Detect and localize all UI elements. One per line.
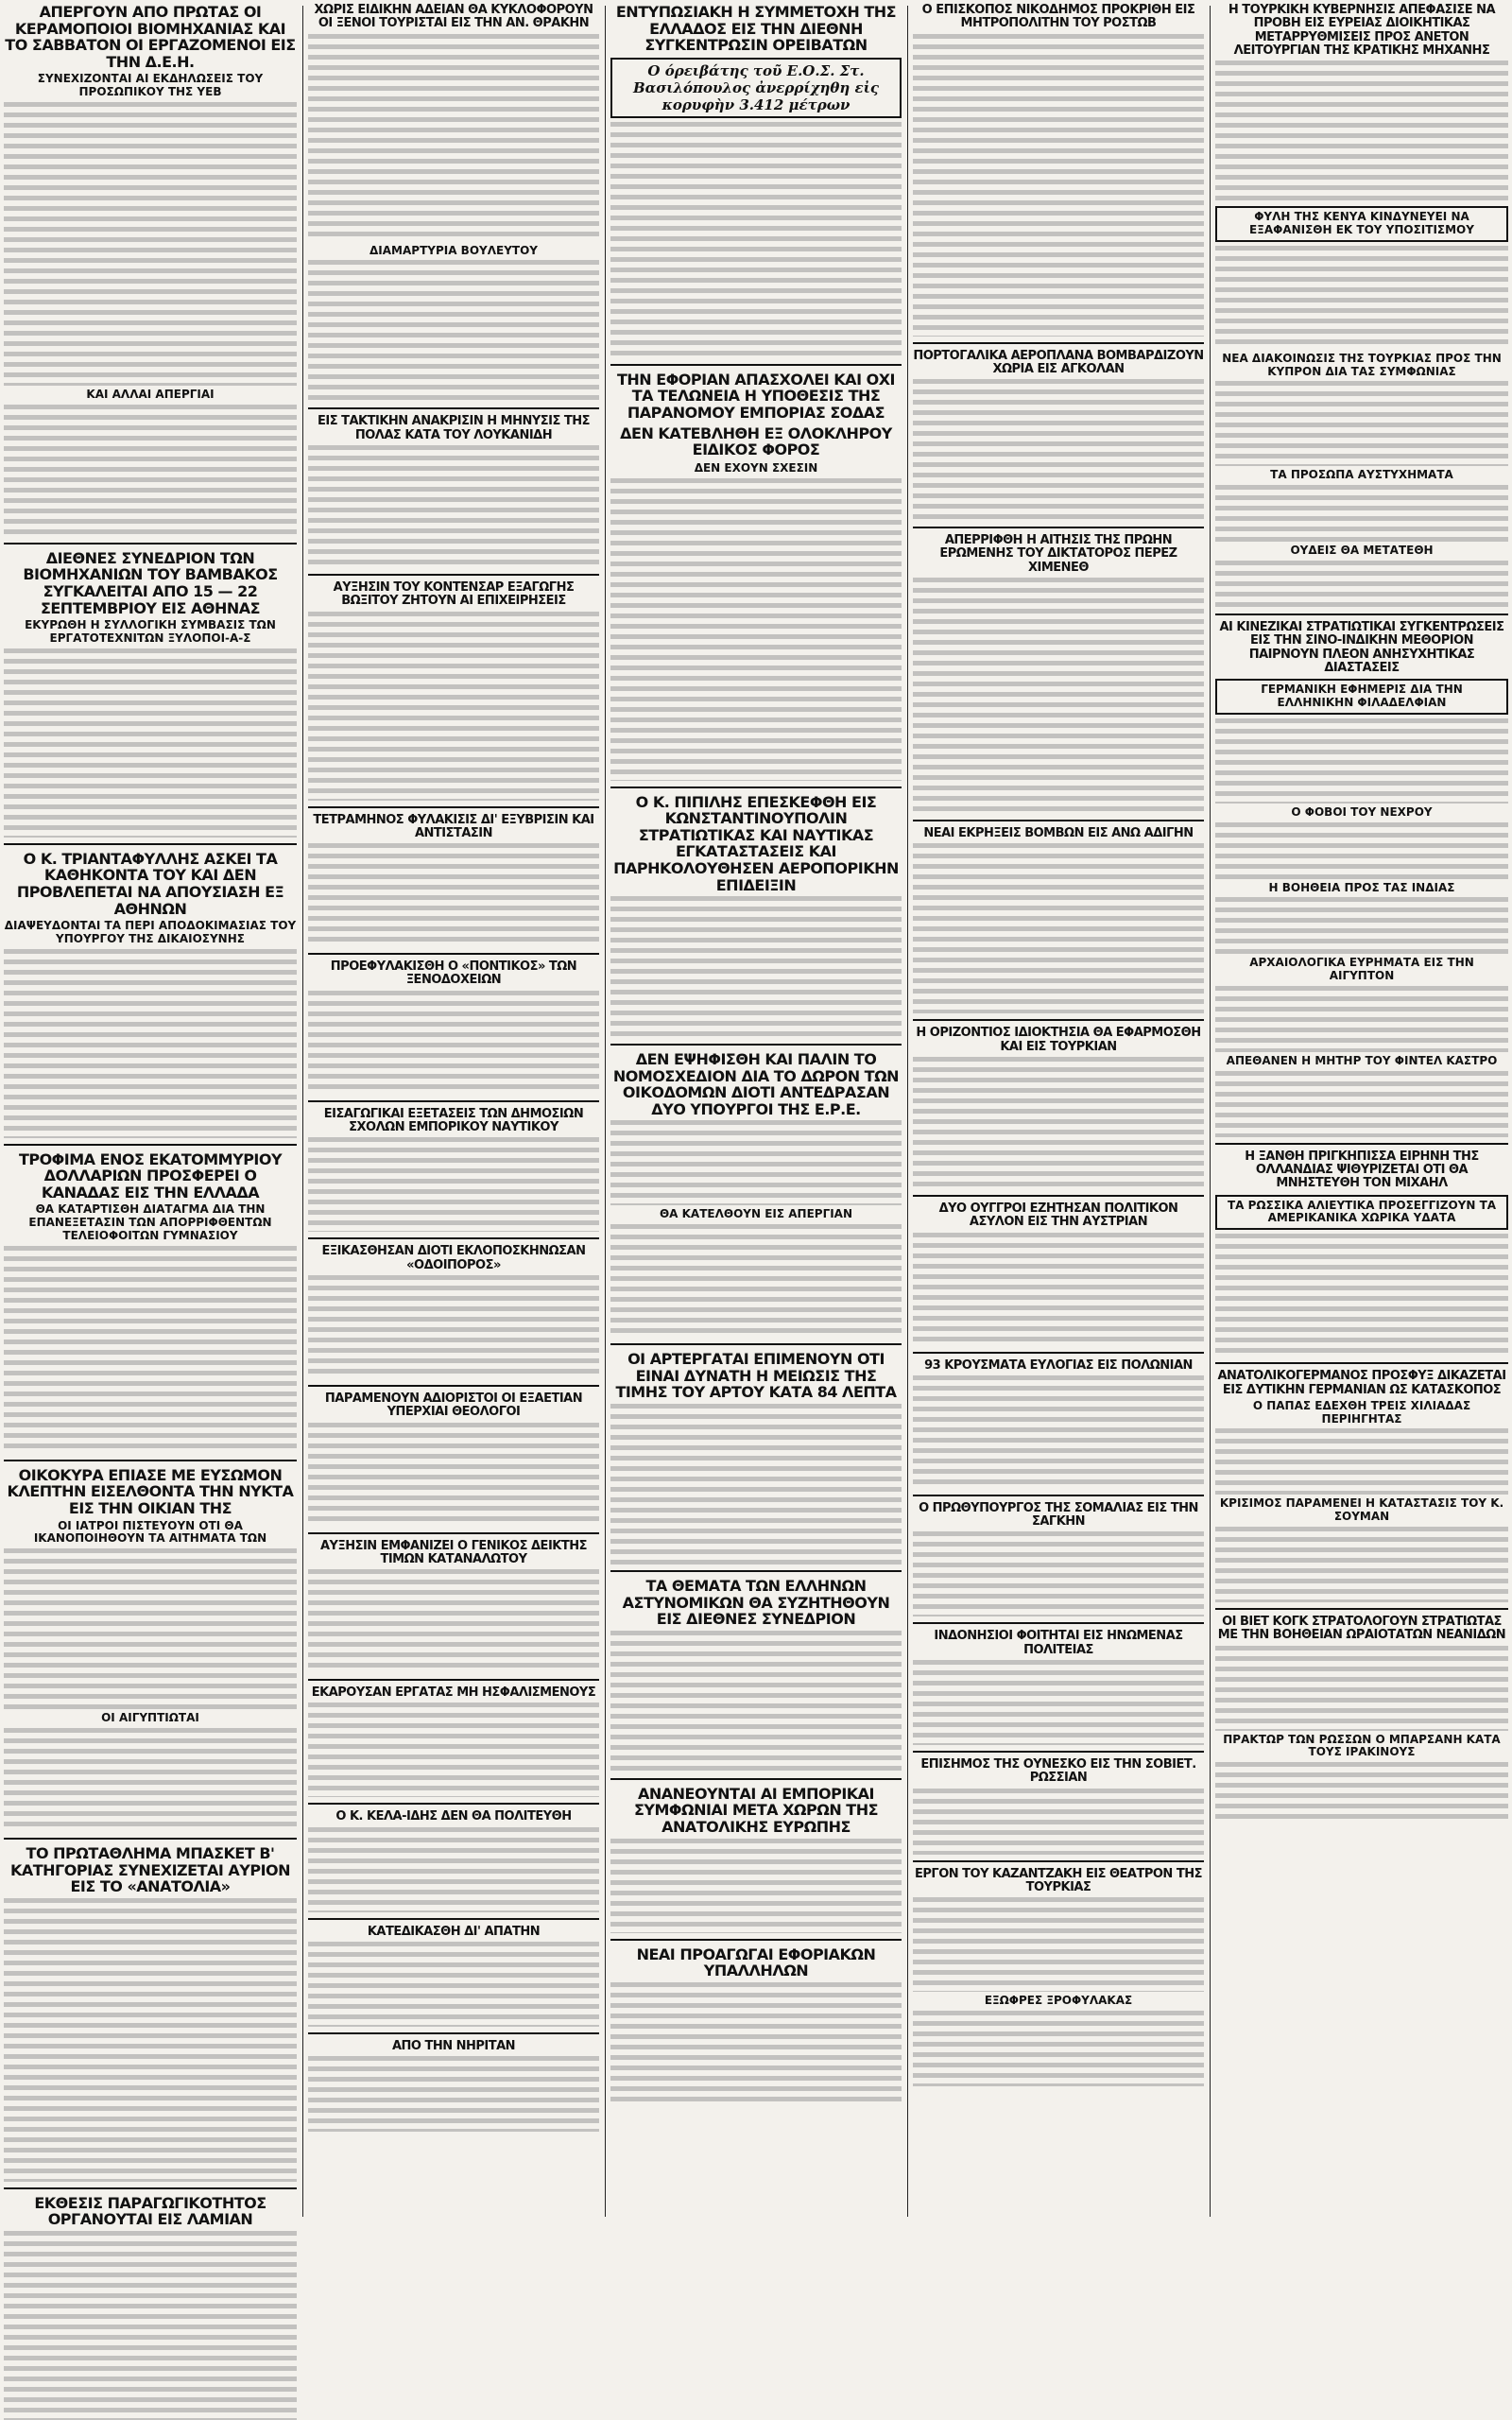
article-body: [4, 2231, 297, 2420]
separator: [610, 364, 902, 366]
article-body: [610, 1982, 902, 2105]
article-body: [1215, 1071, 1508, 1137]
article-body: [1215, 60, 1508, 202]
article-body: [913, 1233, 1204, 1346]
article-headline: ΤΑ ΘΕΜΑΤΑ ΤΩΝ ΕΛΛΗΝΩΝ ΑΣΤΥΝΟΜΙΚΩΝ ΘΑ ΣΥΖΗΤΗΘΟΥΝ ΕΙΣ ΔΙΕΘΝΕΣ ΣΥΝΕΔΡΙΟΝ: [622, 1577, 890, 1629]
article-body: [1215, 822, 1508, 879]
article-body: [610, 122, 902, 358]
article-headline: ΤΡΟΦΙΜΑ ΕΝΟΣ ΕΚΑΤΟΜΜΥΡΙΟΥ ΔΟΛΛΑΡΙΩΝ ΠΡΟΣΦΕΡΕΙ Ο ΚΑΝΑΔΑΣ ΕΙΣ ΤΗΝ ΕΛΛΑΔΑ: [18, 1150, 283, 1201]
article-headline: ΕΡΓΟΝ ΤΟΥ ΚΑΖΑΝΤΖΑΚΗ ΕΙΣ ΘΕΑΤΡΟΝ ΤΗΣ ΤΟΥΡΚΙΑΣ: [915, 1866, 1202, 1894]
article-body: [1215, 1234, 1508, 1357]
article-headline: ΓΕΡΜΑΝΙΚΗ ΕΦΗΜΕΡΙΣ ΔΙΑ ΤΗΝ ΕΛΛΗΝΙΚΗΝ ΦΙΛΑΔΕΛΦΙΑΝ: [1215, 679, 1508, 715]
article-headline: ΚΑΤΕΔΙΚΑΣΘΗ ΔΙ' ΑΠΑΤΗΝ: [367, 1924, 541, 1939]
article-body: [610, 1120, 902, 1205]
separator: [4, 2187, 297, 2189]
article-headline: ΔΕΝ ΕΨΗΦΙΣΘΗ ΚΑΙ ΠΑΛΙΝ ΤΟ ΝΟΜΟΣΧΕΔΙΟΝ ΔΙΑ ΤΟ ΔΩΡΟΝ ΤΩΝ ΟΙΚΟΔΟΜΩΝ ΔΙΟΤΙ ΑΝΤΕΔΡΑΣΑΝ ΔΥΟ ΥΠΟΥΡΓΟΙ ΤΗΣ Ε.Ρ.Ε.: [612, 1050, 900, 1118]
article-body: [308, 1137, 599, 1232]
separator: [4, 1144, 297, 1146]
article-headline: ΕΙΣ ΤΑΚΤΙΚΗΝ ΑΝΑΚΡΙΣΙΝ Η ΜΗΝΥΣΙΣ ΤΗΣ ΠΟΛΑΣ ΚΑΤΑ ΤΟΥ ΛΟΥΚΑΝΙΔΗ: [317, 414, 591, 442]
article-body: [610, 478, 902, 781]
article-headline: ΕΞΩΦΡΕΣ ΞΡΟΦΥΛΑΚΑΣ: [984, 1994, 1133, 2008]
article-body: [308, 260, 599, 402]
article-headline: 93 ΚΡΟΥΣΜΑΤΑ ΕΥΛΟΓΙΑΣ ΕΙΣ ΠΟΛΩΝΙΑΝ: [924, 1357, 1193, 1373]
article-body: [1215, 485, 1508, 542]
article-body: [913, 1375, 1204, 1489]
separator: [913, 1860, 1204, 1862]
article-headline: ΑΠΕΘΑΝΕΝ Η ΜΗΤΗΡ ΤΟΥ ΦΙΝΤΕΛ ΚΑΣΤΡΟ: [1226, 1053, 1498, 1067]
article-body: [1215, 986, 1508, 1052]
article-body: [308, 1942, 599, 2027]
article-body: [4, 1728, 297, 1832]
column-4: [913, 4, 1204, 2219]
column-divider: [302, 6, 303, 2217]
article-headline: ΑΠΕΡΡΙΦΘΗ Η ΑΙΤΗΣΙΣ ΤΗΣ ΠΡΩΗΝ ΕΡΩΜΕΝΗΣ ΤΟΥ ΔΙΚΤΑΤΟΡΟΣ ΠΕΡΕΖ ΧΙΜΕΝΕΘ: [939, 533, 1177, 575]
article-body: [1215, 1762, 1508, 1819]
article-body: [308, 991, 599, 1095]
separator: [308, 806, 599, 808]
article-subhead-box: Ο όρειβάτης τοῦ Ε.Ο.Σ. Στ. Βασιλόπουλος ἀνερρίχηθη εἰς κορυφὴν 3.412 μέτρων: [610, 58, 902, 118]
article-body: [1215, 561, 1508, 608]
article-headline: ΟΙ ΒΙΕΤ ΚΟΓΚ ΣΤΡΑΤΟΛΟΓΟΥΝ ΣΤΡΑΤΙΩΤΑΣ ΜΕ ΤΗΝ ΒΟΗΘΕΙΑΝ ΩΡΑΙΟΤΑΤΩΝ ΝΕΑΝΙΔΩΝ: [1217, 1615, 1506, 1643]
separator: [308, 1679, 599, 1681]
separator: [4, 1460, 297, 1461]
separator: [308, 1918, 599, 1920]
article-headline: Ο ΠΑΠΑΣ ΕΔΕΧΘΗ ΤΡΕΙΣ ΧΙΛΙΑΔΑΣ ΠΕΡΙΗΓΗΤΑΣ: [1252, 1398, 1471, 1426]
separator: [610, 1343, 902, 1345]
article-body: [308, 2056, 599, 2132]
article-body: [308, 1569, 599, 1673]
article-body: [308, 445, 599, 568]
article-body: [308, 612, 599, 801]
article-headline: Ο ΠΡΩΘΥΠΟΥΡΓΟΣ ΤΗΣ ΣΟΜΑΛΙΑΣ ΕΙΣ ΤΗΝ ΣΑΓΚΗΝ: [919, 1500, 1198, 1530]
article-headline: Η ΟΡΙΖΟΝΤΙΟΣ ΙΔΙΟΚΤΗΣΙΑ ΘΑ ΕΦΑΡΜΟΣΘΗ ΚΑΙ ΕΙΣ ΤΟΥΡΚΙΑΝ: [916, 1026, 1201, 1054]
article-body: [308, 1423, 599, 1527]
separator: [308, 1803, 599, 1805]
separator: [610, 1939, 902, 1941]
column-divider: [1210, 6, 1211, 2217]
article-body: [1215, 1428, 1508, 1495]
column-divider: [907, 6, 908, 2217]
article-body: [1215, 381, 1508, 466]
article-headline: ΚΑΙ ΑΛΛΑΙ ΑΠΕΡΓΙΑΙ: [86, 387, 215, 401]
article-headline: ΔΙΑΜΑΡΤΥΡΙΑ ΒΟΥΛΕΥΤΟΥ: [369, 243, 538, 257]
separator: [308, 574, 599, 576]
article-headline: ΑΝΑΝΕΟΥΝΤΑΙ ΑΙ ΕΜΠΟΡΙΚΑΙ ΣΥΜΦΩΝΙΑΙ ΜΕΤΑ ΧΩΡΩΝ ΤΗΣ ΑΝΑΤΟΛΙΚΗΣ ΕΥΡΩΠΗΣ: [633, 1784, 879, 1837]
article-body: [308, 1703, 599, 1797]
separator: [913, 1019, 1204, 1021]
article-headline: ΕΠΙΣΗΜΟΣ ΤΗΣ ΟΥΝΕΣΚΟ ΕΙΣ ΤΗΝ ΣΟΒΙΕΤ. ΡΩΣΣΙΑΝ: [920, 1757, 1196, 1786]
separator: [913, 1195, 1204, 1197]
separator: [913, 1352, 1204, 1354]
separator: [610, 1570, 902, 1572]
article-headline: ΤΗΝ ΕΦΟΡΙΑΝ ΑΠΑΣΧΟΛΕΙ ΚΑΙ ΟΧΙ ΤΑ ΤΕΛΩΝΕΙΑ Η ΥΠΟΘΕΣΙΣ ΤΗΣ ΠΑΡΑΝΟΜΟΥ ΕΜΠΟΡΙΑΣ ΣΟΔΑΣ: [617, 370, 895, 422]
separator: [913, 1622, 1204, 1624]
article-body: [4, 648, 297, 838]
article-body: [1215, 1646, 1508, 1731]
article-headline: ΑΠΕΡΓΟΥΝ ΑΠΟ ΠΡΩΤΑΣ ΟΙ ΚΕΡΑΜΟΠΟΙΟΙ ΒΙΟΜΗΧΑΝΙΑΣ ΚΑΙ ΤΟ ΣΑΒΒΑΤΟΝ ΟΙ ΕΡΓΑΖΟΜΕΝΟΙ ΕΙΣ ΤΗΝ Δ.Ε.Η.: [5, 3, 296, 71]
article-body: [1215, 246, 1508, 350]
article-headline: ΝΕΑΙ ΠΡΟΑΓΩΓΑΙ ΕΦΟΡΙΑΚΩΝ ΥΠΑΛΛΗΛΩΝ: [636, 1945, 876, 1980]
article-headline: ΟΙ ΑΙΓΥΠΤΙΩΤΑΙ: [101, 1711, 199, 1725]
article-body: [913, 34, 1204, 337]
column-2: [308, 4, 599, 2219]
article-body: [308, 843, 599, 947]
article-headline: ΝΕΑΙ ΕΚΡΗΞΕΙΣ ΒΟΜΒΩΝ ΕΙΣ ΑΝΩ ΑΔΙΓΗΝ: [923, 826, 1194, 841]
article-body: [1215, 897, 1508, 954]
article-body: [913, 1660, 1204, 1745]
article-headline: Η ΤΟΥΡΚΙΚΗ ΚΥΒΕΡΝΗΣΙΣ ΑΠΕΦΑΣΙΣΕ ΝΑ ΠΡΟΒΗ ΕΙΣ ΕΥΡΕΙΑΣ ΔΙΟΙΚΗΤΙΚΑΣ ΜΕΤΑΡΡΥΘΜΙΣΕΙΣ ΠΡΟΣ ΑΝΕΤΟΝ ΛΕΙΤΟΥΡΓΙΑΝ ΤΗΣ ΚΡΑΤΙΚΗΣ ΜΗΧΑΝΗΣ: [1228, 3, 1496, 58]
article-body: [913, 1897, 1204, 1992]
separator: [913, 527, 1204, 528]
separator: [308, 953, 599, 955]
article-body: [913, 843, 1204, 1013]
article-headline: Ο Κ. ΠΙΠΙΛΗΣ ΕΠΕΣΚΕΦΘΗ ΕΙΣ ΚΩΝΣΤΑΝΤΙΝΟΥΠΟΛΙΝ ΣΤΡΑΤΙΩΤΙΚΑΣ ΚΑΙ ΝΑΥΤΙΚΑΣ ΕΓΚΑΤΑΣΤΑΣΕΙΣ ΚΑΙ ΠΑΡΗΚΟΛΟΥΘΗΣΕΝ ΑΕΡΟΠΟΡΙΚΗΝ ΕΠΙΔΕΙΞΙΝ: [613, 792, 899, 894]
article-headline: ΟΥΔΕΙΣ ΘΑ ΜΕΤΑΤΕΘΗ: [1290, 544, 1434, 558]
article-headline: ΕΚΘΕΣΙΣ ΠΑΡΑΓΩΓΙΚΟΤΗΤΟΣ ΟΡΓΑΝΟΥΤΑΙ ΕΙΣ ΛΑΜΙΑΝ: [34, 2193, 266, 2229]
article-headline: ΠΑΡΑΜΕΝΟΥΝ ΑΔΙΟΡΙΣΤΟΙ ΟΙ ΕΞΑΕΤΙΑΝ ΥΠΕΡΧΙΑΙ ΘΕΟΛΟΓΟΙ: [324, 1391, 583, 1420]
article-body: [913, 2011, 1204, 2086]
separator: [1215, 1143, 1508, 1145]
column-1: [4, 3, 297, 2229]
separator: [610, 1778, 902, 1780]
article-headline: ΑΡΧΑΙΟΛΟΓΙΚΑ ΕΥΡΗΜΑΤΑ ΕΙΣ ΤΗΝ ΑΙΓΥΠΤΟΝ: [1249, 956, 1474, 983]
article-headline: ΤΑ ΠΡΟΣΩΠΑ ΑΥΣΤΥΧΗΜΑΤΑ: [1270, 468, 1453, 482]
article-body: [913, 1531, 1204, 1616]
separator: [913, 342, 1204, 344]
article-headline: ΚΡΙΣΙΜΟΣ ΠΑΡΑΜΕΝΕΙ Η ΚΑΤΑΣΤΑΣΙΣ ΤΟΥ Κ. ΣΟΥΜΑΝ: [1219, 1496, 1504, 1524]
separator: [308, 1100, 599, 1102]
separator: [308, 1532, 599, 1534]
article-body: [610, 1404, 902, 1564]
article-headline: ΝΕΑ ΔΙΑΚΟΙΝΩΣΙΣ ΤΗΣ ΤΟΥΡΚΙΑΣ ΠΡΟΣ ΤΗΝ ΚΥΠΡΟΝ ΔΙΑ ΤΑΣ ΣΥΜΦΩΝΙΑΣ: [1222, 351, 1502, 378]
article-body: [913, 578, 1204, 814]
article-body: [308, 34, 599, 242]
article-body: [4, 102, 297, 386]
article-subhead: ΕΚΥΡΩΘΗ Η ΣΥΛΛΟΓΙΚΗ ΣΥΜΒΑΣΙΣ ΤΩΝ ΕΡΓΑΤΟΤΕΧΝΙΤΩΝ ΞΥΛΟΠΟΙ-Α-Σ: [25, 618, 276, 645]
article-subhead: ΔΙΑΨΕΥΔΟΝΤΑΙ ΤΑ ΠΕΡΙ ΑΠΟΔΟΚΙΜΑΣΙΑΣ ΤΟΥ ΥΠΟΥΡΓΟΥ ΤΗΣ ΔΙΚΑΙΟΣΥΝΗΣ: [4, 919, 297, 945]
separator: [1215, 614, 1508, 615]
article-headline: ΟΙ ΑΡΤΕΡΓΑΤΑΙ ΕΠΙΜΕΝΟΥΝ ΟΤΙ ΕΙΝΑΙ ΔΥΝΑΤΗ Η ΜΕΙΩΣΙΣ ΤΗΣ ΤΙΜΗΣ ΤΟΥ ΑΡΤΟΥ ΚΑΤΑ 84 ΛΕΠΤΑ: [615, 1350, 897, 1402]
separator: [308, 2032, 599, 2034]
article-headline: ΕΝΤΥΠΩΣΙΑΚΗ Η ΣΥΜΜΕΤΟΧΗ ΤΗΣ ΕΛΛΑΔΟΣ ΕΙΣ ΤΗΝ ΔΙΕΘΝΗ ΣΥΓΚΕΝΤΡΩΣΙΝ ΟΡΕΙΒΑΤΩΝ: [615, 3, 897, 55]
article-body: [4, 1548, 297, 1709]
article-headline: ΔΕΝ ΕΧΟΥΝ ΣΧΕΣΙΝ: [694, 460, 818, 475]
article-body: [4, 405, 297, 537]
article-headline: ΙΝΔΟΝΗΣΙΟΙ ΦΟΙΤΗΤΑΙ ΕΙΣ ΗΝΩΜΕΝΑΣ ΠΟΛΙΤΕΙΑΣ: [934, 1629, 1183, 1657]
article-body: [4, 1246, 297, 1454]
article-headline: ΔΙΕΘΝΕΣ ΣΥΝΕΔΡΙΟΝ ΤΩΝ ΒΙΟΜΗΧΑΝΙΩΝ ΤΟΥ ΒΑΜΒΑΚΟΣ ΣΥΓΚΑΛΕΙΤΑΙ ΑΠΟ 15 — 22 ΣΕΠΤΕΜΒΡΙΟΥ ΕΙΣ ΑΘΗΝΑΣ: [23, 548, 278, 617]
article-headline: Ο Κ. ΚΕΛΑ-ΙΔΗΣ ΔΕΝ ΘΑ ΠΟΛΙΤΕΥΘΗ: [335, 1809, 572, 1824]
separator: [913, 820, 1204, 821]
article-headline: ΔΥΟ ΟΥΓΓΡΟΙ ΕΖΗΤΗΣΑΝ ΠΟΛΙΤΙΚΟΝ ΑΣΥΛΟΝ ΕΙΣ ΤΗΝ ΑΥΣΤΡΙΑΝ: [938, 1201, 1178, 1230]
article-headline: ΑΥΞΗΣΙΝ ΤΟΥ ΚΟΝΤΕΝΣΑΡ ΕΞΑΓΩΓΗΣ ΒΩΞΙΤΟΥ ΖΗΤΟΥΝ ΑΙ ΕΠΙΧΕΙΡΗΣΕΙΣ: [333, 579, 575, 609]
article-headline: Η ΞΑΝΘΗ ΠΡΙΓΚΗΠΙΣΣΑ ΕΙΡΗΝΗ ΤΗΣ ΟΛΛΑΝΔΙΑΣ ΨΙΘΥΡΙΖΕΤΑΙ ΟΤΙ ΘΑ ΜΝΗΣΤΕΥΘΗ ΤΟΝ ΜΙΧΑΗΛ: [1245, 1149, 1479, 1191]
separator: [1215, 1362, 1508, 1364]
article-headline: ΤΑ ΡΩΣΣΙΚΑ ΑΛΙΕΥΤΙΚΑ ΠΡΟΣΕΓΓΙΖΟΥΝ ΤΑ ΑΜΕΡΙΚΑΝΙΚΑ ΧΩΡΙΚΑ ΥΔΑΤΑ: [1215, 1195, 1508, 1231]
article-headline: Ο ΦΟΒΟΙ ΤΟΥ ΝΕΧΡΟΥ: [1291, 804, 1433, 819]
article-body: [1215, 718, 1508, 804]
article-body: [610, 896, 902, 1038]
article-headline: ΤΟ ΠΡΩΤΑΘΛΗΜΑ ΜΠΑΣΚΕΤ Β' ΚΑΤΗΓΟΡΙΑΣ ΣΥΝΕΧΙΖΕΤΑΙ ΑΥΡΙΟΝ ΕΙΣ ΤΟ «ΑΝΑΤΟΛΙΑ»: [9, 1844, 291, 1896]
article-headline: Ο Κ. ΤΡΙΑΝΤΑΦΥΛΛΗΣ ΑΣΚΕΙ ΤΑ ΚΑΘΗΚΟΝΤΑ ΤΟΥ ΚΑΙ ΔΕΝ ΠΡΟΒΛΕΠΕΤΑΙ ΝΑ ΑΠΟΥΣΙΑΣΗ ΕΞ ΑΘΗΝΩΝ: [16, 849, 284, 918]
article-headline: ΦΥΛΗ ΤΗΣ ΚΕΝΥΑ ΚΙΝΔΥΝΕΥΕΙ ΝΑ ΕΞΑΦΑΝΙΣΘΗ ΕΚ ΤΟΥ ΥΠΟΣΙΤΙΣΜΟΥ: [1215, 206, 1508, 242]
separator: [4, 543, 297, 544]
article-headline: ΕΙΣΑΓΩΓΙΚΑΙ ΕΞΕΤΑΣΕΙΣ ΤΩΝ ΔΗΜΟΣΙΩΝ ΣΧΟΛΩΝ ΕΜΠΟΡΙΚΟΥ ΝΑΥΤΙΚΟΥ: [323, 1106, 584, 1135]
article-headline: ΕΞΙΚΑΣΘΗΣΑΝ ΔΙΟΤΙ ΕΚΛΟΠΟΣΚΗΝΩΣΑΝ «ΟΔΟΙΠΟΡΟΣ»: [321, 1244, 586, 1272]
article-headline: ΑΙ ΚΙΝΕΖΙΚΑΙ ΣΤΡΑΤΙΩΤΙΚΑΙ ΣΥΓΚΕΝΤΡΩΣΕΙΣ ΕΙΣ ΤΗΝ ΣΙΝΟ-ΙΝΔΙΚΗΝ ΜΕΘΟΡΙΟΝ ΠΑΙΡΝΟΥΝ ΠΛΕΟΝ ΑΝΗΣΥΧΗΤΙΚΑΣ ΔΙΑΣΤΑΣΕΙΣ: [1219, 619, 1504, 675]
article-body: [308, 1275, 599, 1379]
article-body: [610, 1224, 902, 1338]
article-headline: ΤΕΤΡΑΜΗΝΟΣ ΦΥΛΑΚΙΣΙΣ ΔΙ' ΕΞΥΒΡΙΣΙΝ ΚΑΙ ΑΝΤΙΣΤΑΣΙΝ: [313, 812, 594, 840]
article-headline: ΕΚΑΡΟΥΣΑΝ ΕΡΓΑΤΑΣ ΜΗ ΗΣΦΑΛΙΣΜΕΝΟΥΣ: [311, 1685, 596, 1701]
column-divider: [605, 6, 606, 2217]
article-subhead: ΟΙ ΙΑΤΡΟΙ ΠΙΣΤΕΥΟΥΝ ΟΤΙ ΘΑ ΙΚΑΝΟΠΟΙΗΘΟΥΝ ΤΑ ΑΙΤΗΜΑΤΑ ΤΩΝ: [33, 1518, 267, 1546]
separator: [4, 843, 297, 845]
article-headline: ΑΝΑΤΟΛΙΚΟΓΕΡΜΑΝΟΣ ΠΡΟΣΦΥΞ ΔΙΚΑΖΕΤΑΙ ΕΙΣ ΔΥΤΙΚΗΝ ΓΕΡΜΑΝΙΑΝ ΩΣ ΚΑΤΑΣΚΟΠΟΣ: [1217, 1369, 1506, 1397]
article-body: [4, 949, 297, 1138]
article-body: [913, 379, 1204, 521]
article-body: [1215, 1527, 1508, 1602]
article-subhead: ΘΑ ΚΑΤΑΡΤΙΣΘΗ ΔΙΑΤΑΓΜΑ ΔΙΑ ΤΗΝ ΕΠΑΝΕΞΕΤΑΣΙΝ ΤΩΝ ΑΠΟΡΡΙΦΘΕΝΤΩΝ ΤΕΛΕΙΟΦΟΙΤΩΝ ΓΥΜΝΑΣΙΟΥ: [28, 1202, 272, 1243]
column-3: [610, 4, 902, 2219]
article-headline: ΑΥΞΗΣΙΝ ΕΜΦΑΝΙΖΕΙ Ο ΓΕΝΙΚΟΣ ΔΕΙΚΤΗΣ ΤΙΜΩΝ ΚΑΤΑΝΑΛΩΤΟΥ: [320, 1538, 587, 1566]
article-headline: ΠΡΟΕΦΥΛΑΚΙΣΘΗ Ο «ΠΟΝΤΙΚΟΣ» ΤΩΝ ΞΕΝΟΔΟΧΕΙΩΝ: [330, 959, 577, 988]
article-body: [308, 1827, 599, 1912]
article-headline: ΧΩΡΙΣ ΕΙΔΙΚΗΝ ΑΔΕΙΑΝ ΘΑ ΚΥΚΛΟΦΟΡΟΥΝ ΟΙ ΞΕΝΟΙ ΤΟΥΡΙΣΤΑΙ ΕΙΣ ΤΗΝ ΑΝ. ΘΡΑΚΗΝ: [314, 3, 593, 31]
article-body: [610, 1839, 902, 1933]
separator: [610, 1044, 902, 1046]
article-headline: ΑΠΟ ΤΗΝ ΝΗΡΙΤΑΝ: [391, 2039, 516, 2054]
article-body: [4, 1898, 297, 2182]
article-body: [610, 1631, 902, 1772]
article-body: [913, 1057, 1204, 1189]
article-headline: ΟΙΚΟΚΥΡΑ ΕΠΙΑΣΕ ΜΕ ΕΥΣΩΜΟΝ ΚΛΕΠΤΗΝ ΕΙΣΕΛΘΟΝΤΑ ΤΗΝ ΝΥΚΤΑ ΕΙΣ ΤΗΝ ΟΙΚΙΑΝ ΤΗΣ: [7, 1465, 294, 1518]
article-headline: ΠΟΡΤΟΓΑΛΙΚΑ ΑΕΡΟΠΛΑΝΑ ΒΟΜΒΑΡΔΙΖΟΥΝ ΧΩΡΙΑ ΕΙΣ ΑΓΚΟΛΑΝ: [913, 348, 1204, 376]
article-subhead: ΔΕΝ ΚΑΤΕΒΛΗΘΗ ΕΞ ΟΛΟΚΛΗΡΟΥ ΕΙΔΙΚΟΣ ΦΟΡΟΣ: [620, 424, 892, 459]
separator: [308, 407, 599, 409]
article-headline: ΠΡΑΚΤΩΡ ΤΩΝ ΡΩΣΣΩΝ Ο ΜΠΑΡΣΑΝΗ ΚΑΤΑ ΤΟΥΣ ΙΡΑΚΙΝΟΥΣ: [1223, 1732, 1501, 1759]
article-headline: ΘΑ ΚΑΤΕΛΘΟΥΝ ΕΙΣ ΑΠΕΡΓΙΑΝ: [659, 1207, 853, 1221]
separator: [913, 1495, 1204, 1496]
article-headline: Η ΒΟΗΘΕΙΑ ΠΡΟΣ ΤΑΣ ΙΝΔΙΑΣ: [1268, 880, 1455, 894]
separator: [4, 1838, 297, 1840]
separator: [610, 786, 902, 788]
separator: [1215, 1608, 1508, 1610]
separator: [308, 1385, 599, 1387]
article-body: [913, 1789, 1204, 1855]
separator: [308, 1237, 599, 1239]
separator: [913, 1751, 1204, 1753]
column-5: [1215, 4, 1508, 2219]
article-subhead: ΣΥΝΕΧΙΖΟΝΤΑΙ ΑΙ ΕΚΔΗΛΩΣΕΙΣ ΤΟΥ ΠΡΟΣΩΠΙΚΟΥ ΤΗΣ ΥΕΒ: [37, 72, 264, 99]
article-headline: Ο ΕΠΙΣΚΟΠΟΣ ΝΙΚΟΔΗΜΟΣ ΠΡΟΚΡΙΘΗ ΕΙΣ ΜΗΤΡΟΠΟΛΙΤΗΝ ΤΟΥ ΡΟΣΤΩΒ: [921, 3, 1195, 31]
